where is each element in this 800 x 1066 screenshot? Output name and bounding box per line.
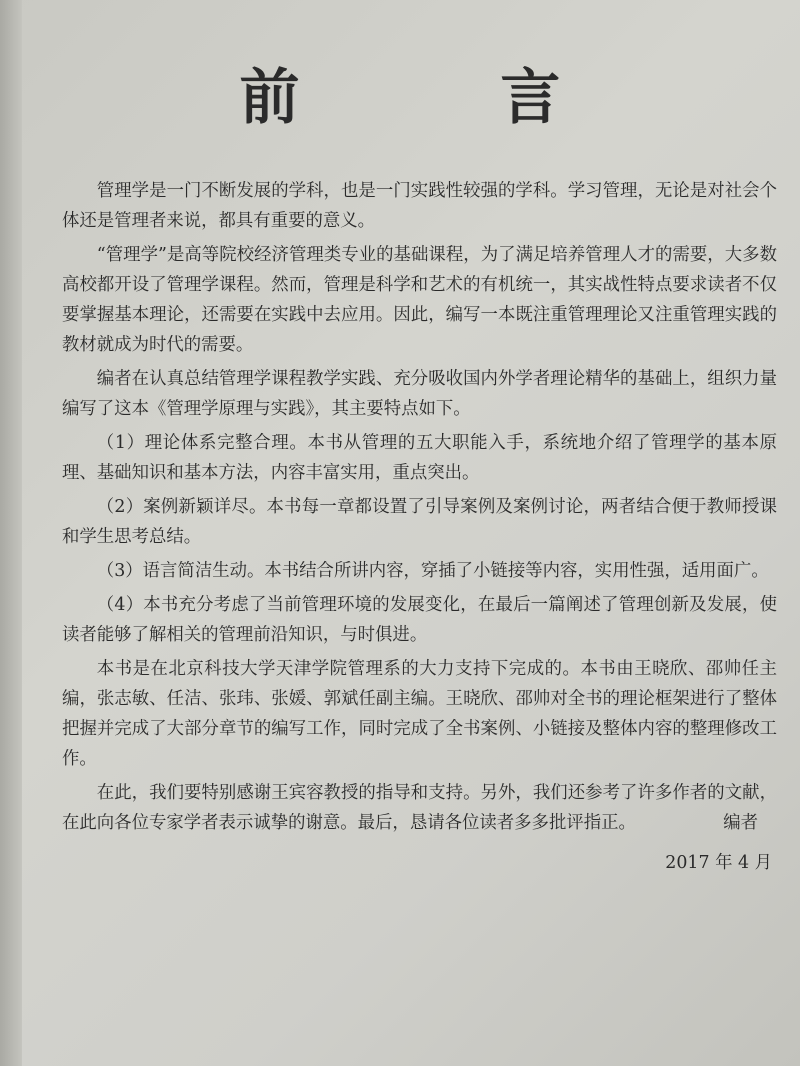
paragraph: 本书是在北京科技大学天津学院管理系的大力支持下完成的。本书由王晓欣、邵帅任主编，张志敏、任洁、张玮、张媛、郭斌任副主编。王晓欣、邵帅对全书的理论框架进行了整体把握并完成了大部分章节的编写工作，同时完成了全书案例、小链接及整体内容的整理修改工作。 xyxy=(62,659,777,769)
signature-date: 2017 年 4 月 xyxy=(665,853,772,873)
paragraph: （4）本书充分考虑了当前管理环境的发展变化，在最后一篇阐述了管理创新及发展，使读者能够了解相关的管理前沿知识，与时俱进。 xyxy=(62,595,777,645)
paragraph: 编者在认真总结管理学课程教学实践、充分吸收国内外学者理论精华的基础上，组织力量编写了这本《管理学原理与实践》，其主要特点如下。 xyxy=(62,369,777,419)
paragraph: （1）理论体系完整合理。本书从管理的五大职能入手，系统地介绍了管理学的基本原理、基础知识和基本方法，内容丰富实用，重点突出。 xyxy=(62,433,777,483)
signature-author: 编者 xyxy=(723,813,758,833)
paragraph: （3）语言简洁生动。本书结合所讲内容，穿插了小链接等内容，实用性强，适用面广。 xyxy=(96,561,769,581)
paragraph: “管理学”是高等院校经济管理类专业的基础课程，为了满足培养管理人才的需要，大多数高校都开设了管理学课程。然而，管理是科学和艺术的有机统一，其实战性特点要求读者不仅要掌握基本理论，还需要在实践中去应用。因此，编写一本既注重管理理论又注重管理实践的教材就成为时代的需要。 xyxy=(62,245,777,355)
page-title: 前 言 xyxy=(239,63,651,133)
paragraph: 管理学是一门不断发展的学科，也是一门实践性较强的学科。学习管理，无论是对社会个体还是管理者来说，都具有重要的意义。 xyxy=(62,181,777,231)
paragraph: （2）案例新颖详尽。本书每一章都设置了引导案例及案例讨论，两者结合便于教师授课和学生思考总结。 xyxy=(62,497,777,547)
preface-body xyxy=(62,176,777,838)
paragraph: 在此，我们要特别感谢王宾容教授的指导和支持。另外，我们还参考了许多作者的文献，在此向各位专家学者表示诚挚的谢意。最后，恳请各位读者多多批评指正。 xyxy=(62,783,777,833)
